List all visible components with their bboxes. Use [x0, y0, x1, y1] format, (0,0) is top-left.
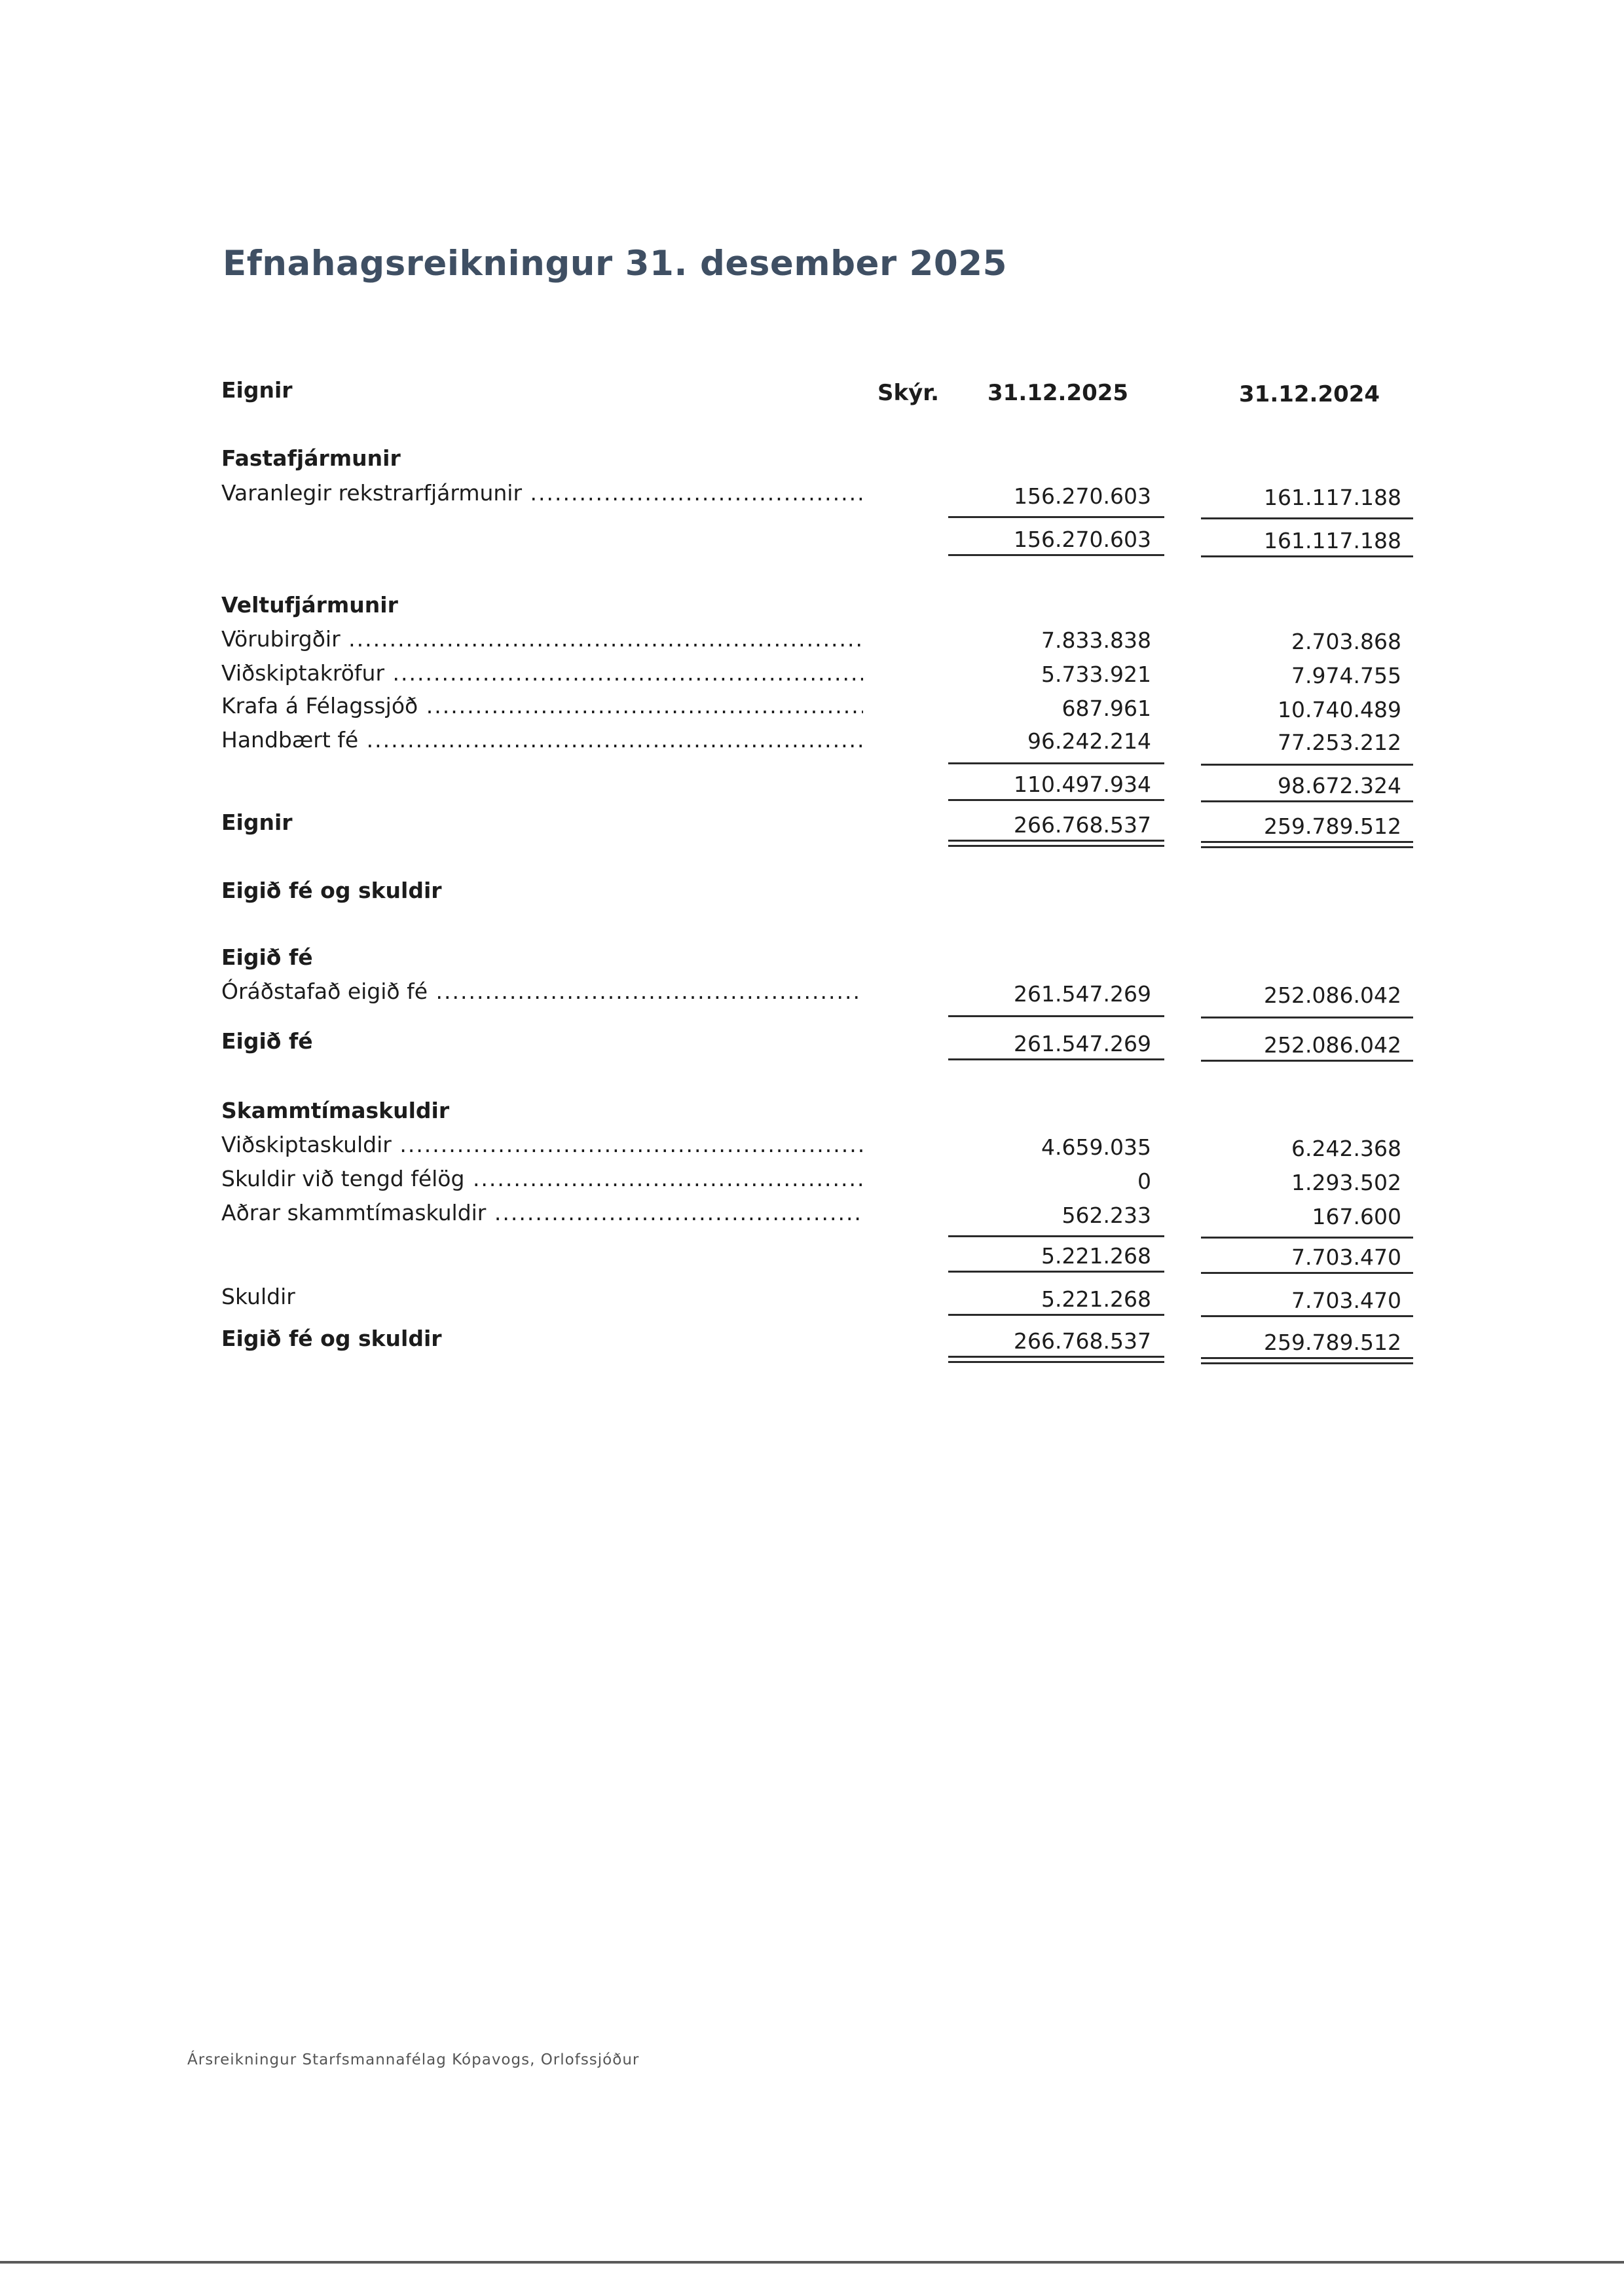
subtotal-2024: 7.703.470	[1291, 1244, 1401, 1270]
double-underline	[1201, 1362, 1413, 1364]
grand-total-2024: 259.789.512	[1264, 1330, 1401, 1355]
value-2025: 156.270.603	[1014, 483, 1151, 509]
value-2025: 96.242.214	[1027, 728, 1151, 754]
grand-total-2025: 266.768.537	[1014, 1328, 1151, 1354]
value-2025: 4.659.035	[1041, 1134, 1151, 1160]
double-underline	[1201, 846, 1413, 848]
row-label: Viðskiptaskuldir .....	[221, 1132, 863, 1158]
subtotal-underline	[1201, 555, 1413, 557]
subtotal-underline	[948, 1271, 1164, 1273]
row-label-fixed-assets: Varanlegir rekstrarfjármunir .....	[221, 480, 863, 506]
total-equity-2025: 261.547.269	[1014, 1031, 1151, 1056]
page-title: Efnahagsreikningur 31. desember 2025	[223, 244, 1008, 284]
total-liabilities-label: Skuldir	[221, 1284, 295, 1309]
subtotal-underline	[1201, 1315, 1413, 1317]
subtotal-rule	[1201, 764, 1413, 766]
scan-edge	[0, 2261, 1624, 2264]
total-assets-2025: 266.768.537	[1014, 812, 1151, 838]
row-label: Vörubirgðir .....	[221, 626, 863, 652]
total-assets-2024: 259.789.512	[1264, 813, 1401, 839]
subtotal-2024: 98.672.324	[1278, 773, 1401, 798]
row-label: Óráðstafað eigið fé .....	[221, 979, 863, 1005]
subtotal-underline	[1201, 800, 1413, 802]
section-heading-equity-liabilities: Eigið fé og skuldir	[221, 878, 442, 903]
subtotal-2025: 110.497.934	[1014, 772, 1151, 797]
subtotal-underline	[948, 1058, 1164, 1060]
section-heading-fixed-assets: Fastafjármunir	[221, 445, 401, 471]
value-2025: 7.833.838	[1041, 627, 1151, 653]
double-underline	[948, 1356, 1164, 1358]
value-2024: 6.242.368	[1291, 1136, 1401, 1161]
value-2024: 10.740.489	[1278, 697, 1401, 722]
subtotal-underline	[948, 1314, 1164, 1316]
total-liabilities-2025: 5.221.268	[1041, 1286, 1151, 1312]
value-2024: 2.703.868	[1291, 629, 1401, 654]
value-2024: 7.974.755	[1291, 663, 1401, 688]
subtotal-2024: 161.117.188	[1264, 528, 1401, 553]
subtotal-rule	[1201, 1017, 1413, 1018]
value-2025: 0	[1137, 1168, 1151, 1194]
section-heading-current-liabilities: Skammtímaskuldir	[221, 1098, 450, 1123]
note-column-header: Skýr.	[877, 380, 940, 406]
total-equity-label: Eigið fé	[221, 1028, 313, 1054]
column-header-2025: 31.12.2025	[987, 380, 1129, 406]
value-2024: 77.253.212	[1278, 730, 1401, 755]
column-header-2024: 31.12.2024	[1239, 381, 1380, 407]
value-2025: 261.547.269	[1014, 981, 1151, 1007]
subtotal-2025: 5.221.268	[1041, 1243, 1151, 1269]
double-underline	[948, 845, 1164, 847]
total-liabilities-2024: 7.703.470	[1291, 1288, 1401, 1313]
row-label: Krafa á Félagssjóð .....	[221, 693, 863, 719]
value-2024: 161.117.188	[1264, 485, 1401, 510]
subtotal-2025: 156.270.603	[1014, 527, 1151, 552]
total-equity-2024: 252.086.042	[1264, 1032, 1401, 1058]
section-heading-current-assets: Veltufjármunir	[221, 592, 398, 618]
total-assets-label: Eignir	[221, 810, 293, 835]
row-label: Handbært fé .....	[221, 727, 863, 753]
page-footer: Ársreikningur Starfsmannafélag Kópavogs, Orlofssjóður	[187, 2051, 640, 2068]
subtotal-rule	[948, 762, 1164, 764]
row-label: Aðrar skammtímaskuldir .....	[221, 1200, 863, 1226]
subtotal-underline	[1201, 1060, 1413, 1062]
section-heading-equity: Eigið fé	[221, 944, 313, 970]
subtotal-rule	[948, 1015, 1164, 1017]
grand-total-label: Eigið fé og skuldir	[221, 1326, 442, 1351]
value-2025: 562.233	[1061, 1203, 1151, 1228]
double-underline	[1201, 1357, 1413, 1359]
subtotal-rule	[1201, 517, 1413, 519]
value-2024: 1.293.502	[1291, 1170, 1401, 1195]
subtotal-rule	[948, 1235, 1164, 1237]
subtotal-underline	[948, 799, 1164, 801]
value-2024: 167.600	[1312, 1204, 1401, 1229]
subtotal-underline	[1201, 1272, 1413, 1274]
subtotal-underline	[948, 554, 1164, 556]
double-underline	[948, 840, 1164, 842]
row-label: Skuldir við tengd félög .....	[221, 1166, 863, 1192]
double-underline	[1201, 841, 1413, 843]
assets-header-label: Eignir	[221, 377, 293, 403]
subtotal-rule	[1201, 1237, 1413, 1239]
subtotal-rule	[948, 516, 1164, 518]
value-2024: 252.086.042	[1264, 982, 1401, 1008]
value-2025: 5.733.921	[1041, 662, 1151, 687]
value-2025: 687.961	[1061, 696, 1151, 721]
double-underline	[948, 1361, 1164, 1363]
row-label: Viðskiptakröfur .....	[221, 660, 863, 686]
